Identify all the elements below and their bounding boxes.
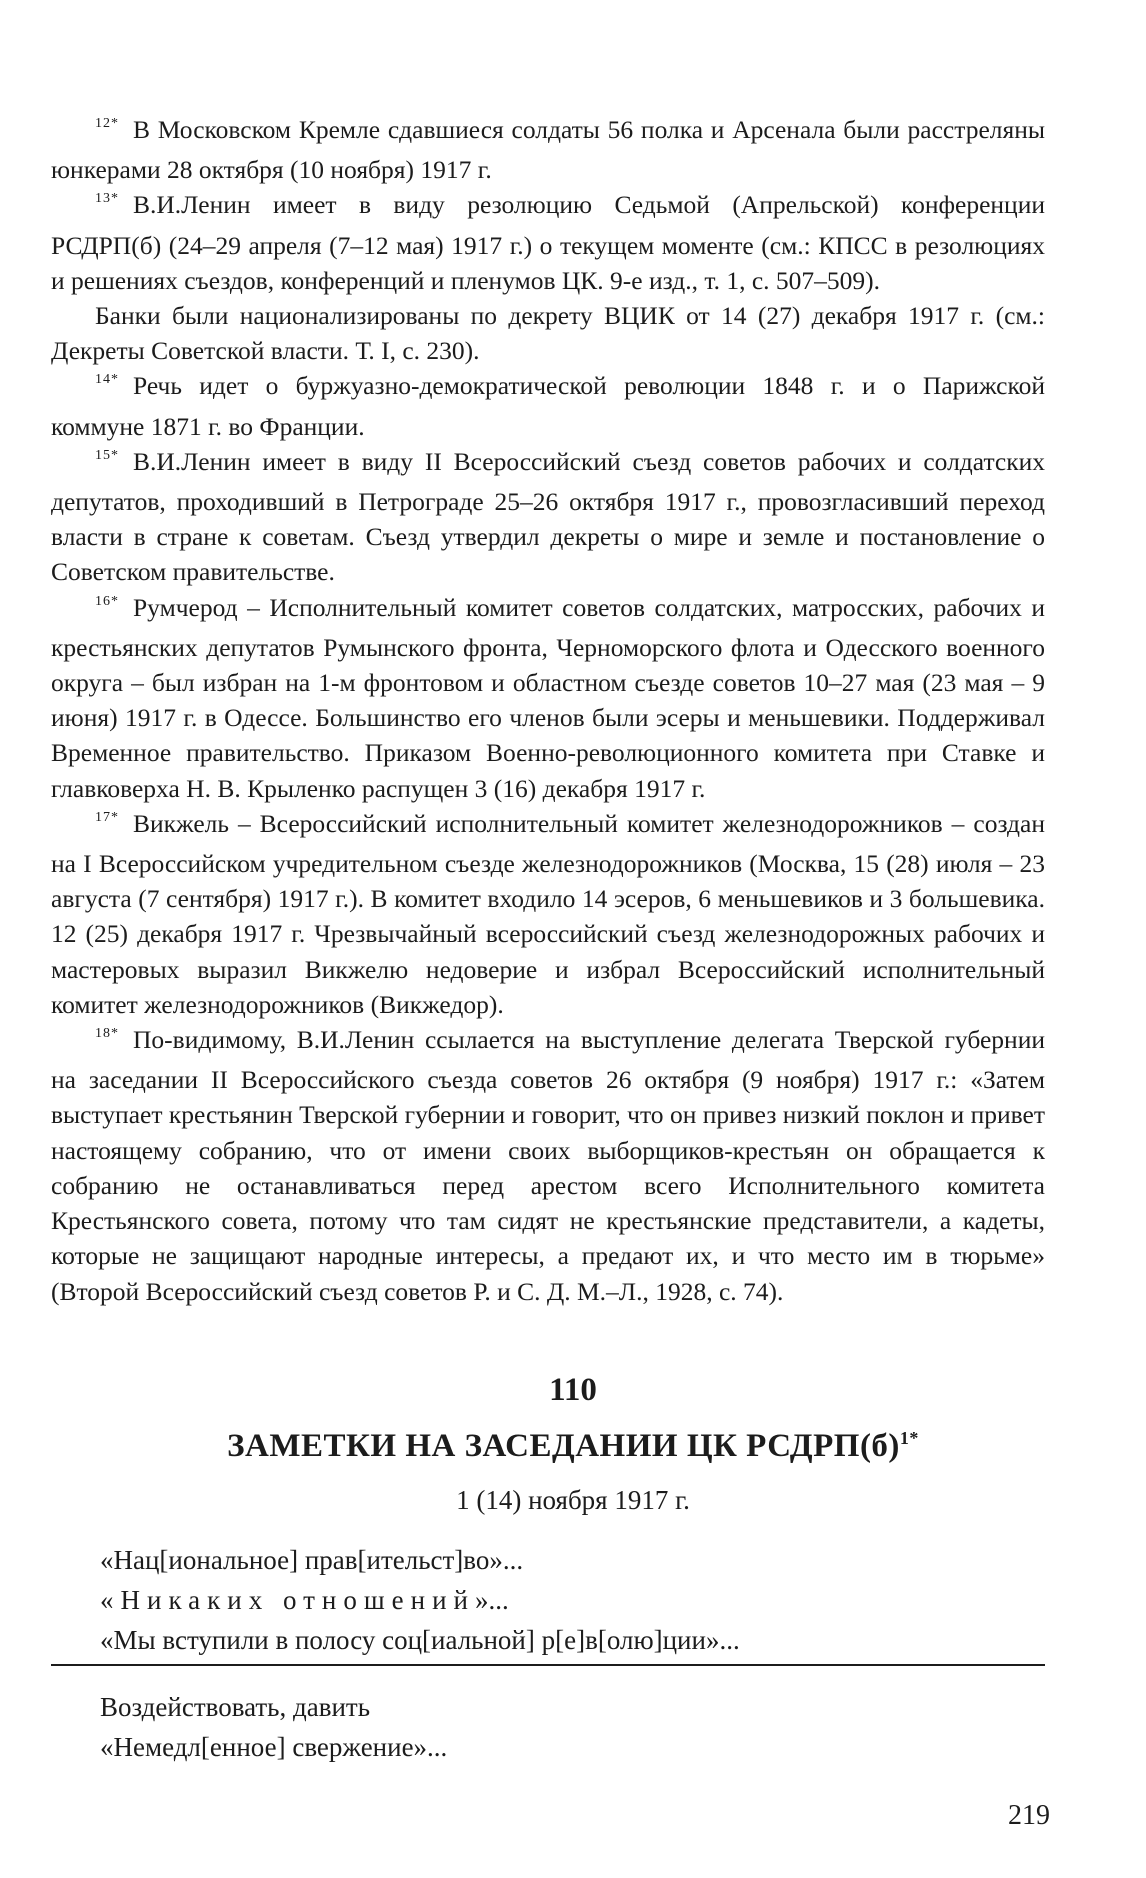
note-text: Викжель – Всероссийский исполнительный комитет железнодорожников – создан на I Всероссийском учредительном съезде железнодорожников (Москва, 15 (28) июля – 23 августа (7 сентября) 1917 г.). В комитет входило 14 эсеров, 6 меньшевиков и 3 большевика. 12 (25) декабря 1917 г. Чрезвычайный всероссийский съезд железнодорожных рабочих и мастеровых выразил Викжелю недоверие и избрал Всероссийский исполнительный комитет железнодорожников (Викжедор). xyxy=(51,808,1045,1019)
note-15 xyxy=(51,444,1045,590)
page-number: 219 xyxy=(1008,1800,1050,1831)
note-text: Речь идет о буржуазно-демократической революции 1848 г. и о Парижской коммуне 1871 г. во Франции. xyxy=(51,371,1045,441)
document-date: 1 (14) ноября 1917 г. xyxy=(456,1485,690,1515)
title-text: ЗАМЕТКИ НА ЗАСЕДАНИИ ЦК РСДРП(б) xyxy=(227,1428,900,1464)
document-number: 110 xyxy=(549,1372,597,1408)
note-marker: 12* xyxy=(95,116,119,131)
note-marker: 16* xyxy=(95,593,119,609)
note-text: Банки были национализированы по декрету ВЦИК от 14 (27) декабря 1917 г. (см.: Декреты Советской власти. Т. I, с. 230). xyxy=(51,301,1045,366)
note-marker: 13* xyxy=(95,191,119,207)
note-13 xyxy=(51,187,1045,298)
notes-body-lower xyxy=(100,1687,1060,1767)
horizontal-rule xyxy=(51,1664,1045,1666)
endnotes xyxy=(51,112,1045,1309)
quote-line xyxy=(100,1580,1060,1620)
document-title xyxy=(0,1428,1146,1465)
note-text: В.И.Ленин имеет в виду резолюцию Седьмой (Апрельской) конференции РСДРП(б) (24–29 апреля (7–12 мая) 1917 г.) о текущем моменте (см.: КПСС в резолюциях и решениях съездов, конференций и пленумов ЦК. 9-е изд., т. 1, с. 507–509). xyxy=(51,190,1045,295)
note-text: В Московском Кремле сдавшиеся солдаты 56 полка и Арсенала были расстреляны юнкерами 28 октября (10 ноября) 1917 г. xyxy=(51,115,1045,185)
note-text: Румчерод – Исполнительный комитет советов солдатских, матросских, рабочих и крестьянских депутатов Румынского фронта, Черноморского флота и Одесского военного округа – был избран на 1-м фронтовом и областном съезде советов 10–27 мая (23 мая – 9 июня) 1917 г. в Одессе. Большинство его членов были эсеры и меньшевики. Поддерживал Временное правительство. Приказом Военно-революционного комитета при Ставке и главковерха Н. В. Крыленко распущен 3 (16) декабря 1917 г. xyxy=(51,592,1045,803)
spaced-text: «Никаких отношений xyxy=(100,1585,475,1615)
note-text: По-видимому, В.И.Ленин ссылается на выступление делегата Тверской губернии на заседании II Всероссийского съезда советов 26 октября (9 ноября) 1917 г.: «Затем выступает крестьянин Тверской губернии и говорит, что он привез низкий поклон и привет настоящему собранию, что от имени своих выборщиков-крестьян он обращается к собранию не останавливаться перед арестом всего Исполнительного комитета Крестьянского совета, потому что там сидят не крестьянские представители, а кадеты, которые не защищают народные интересы, а предают их, и что место им в тюрьме» (Второй Всероссийский съезд советов Р. и С. Д. М.–Л., 1928, с. 74). xyxy=(51,1025,1045,1306)
note-text: В.И.Ленин имеет в виду II Всероссийский съезд советов рабочих и солдатских депутатов, проходивший в Петрограде 25–26 октября 1917 г., провозгласивший переход власти в стране к советам. Съезд утвердил декреты о мире и земле и постановление о Советском правительстве. xyxy=(51,446,1045,587)
note-marker: 18* xyxy=(95,1026,119,1042)
title-footnote-marker: 1* xyxy=(899,1428,919,1448)
text-line: Воздействовать, давить xyxy=(100,1692,371,1722)
note-marker: 17* xyxy=(95,809,119,825)
note-18 xyxy=(51,1022,1045,1309)
quote-tail: »... xyxy=(474,1585,509,1615)
note-13-continued xyxy=(51,298,1045,368)
notes-body xyxy=(100,1540,1060,1660)
quote-line: «Нац[иональное] прав[ительст]во»... xyxy=(100,1545,524,1575)
note-marker: 14* xyxy=(95,372,119,388)
quote-line: «Мы вступили в полосу соц[иальной] р[е]в[олю]ции»... xyxy=(100,1625,740,1655)
note-12 xyxy=(51,112,1045,187)
note-16 xyxy=(51,590,1045,806)
note-marker: 15* xyxy=(95,447,119,463)
note-14 xyxy=(51,368,1045,443)
note-17 xyxy=(51,806,1045,1022)
quote-line: «Немедл[енное] свержение»... xyxy=(100,1732,448,1762)
